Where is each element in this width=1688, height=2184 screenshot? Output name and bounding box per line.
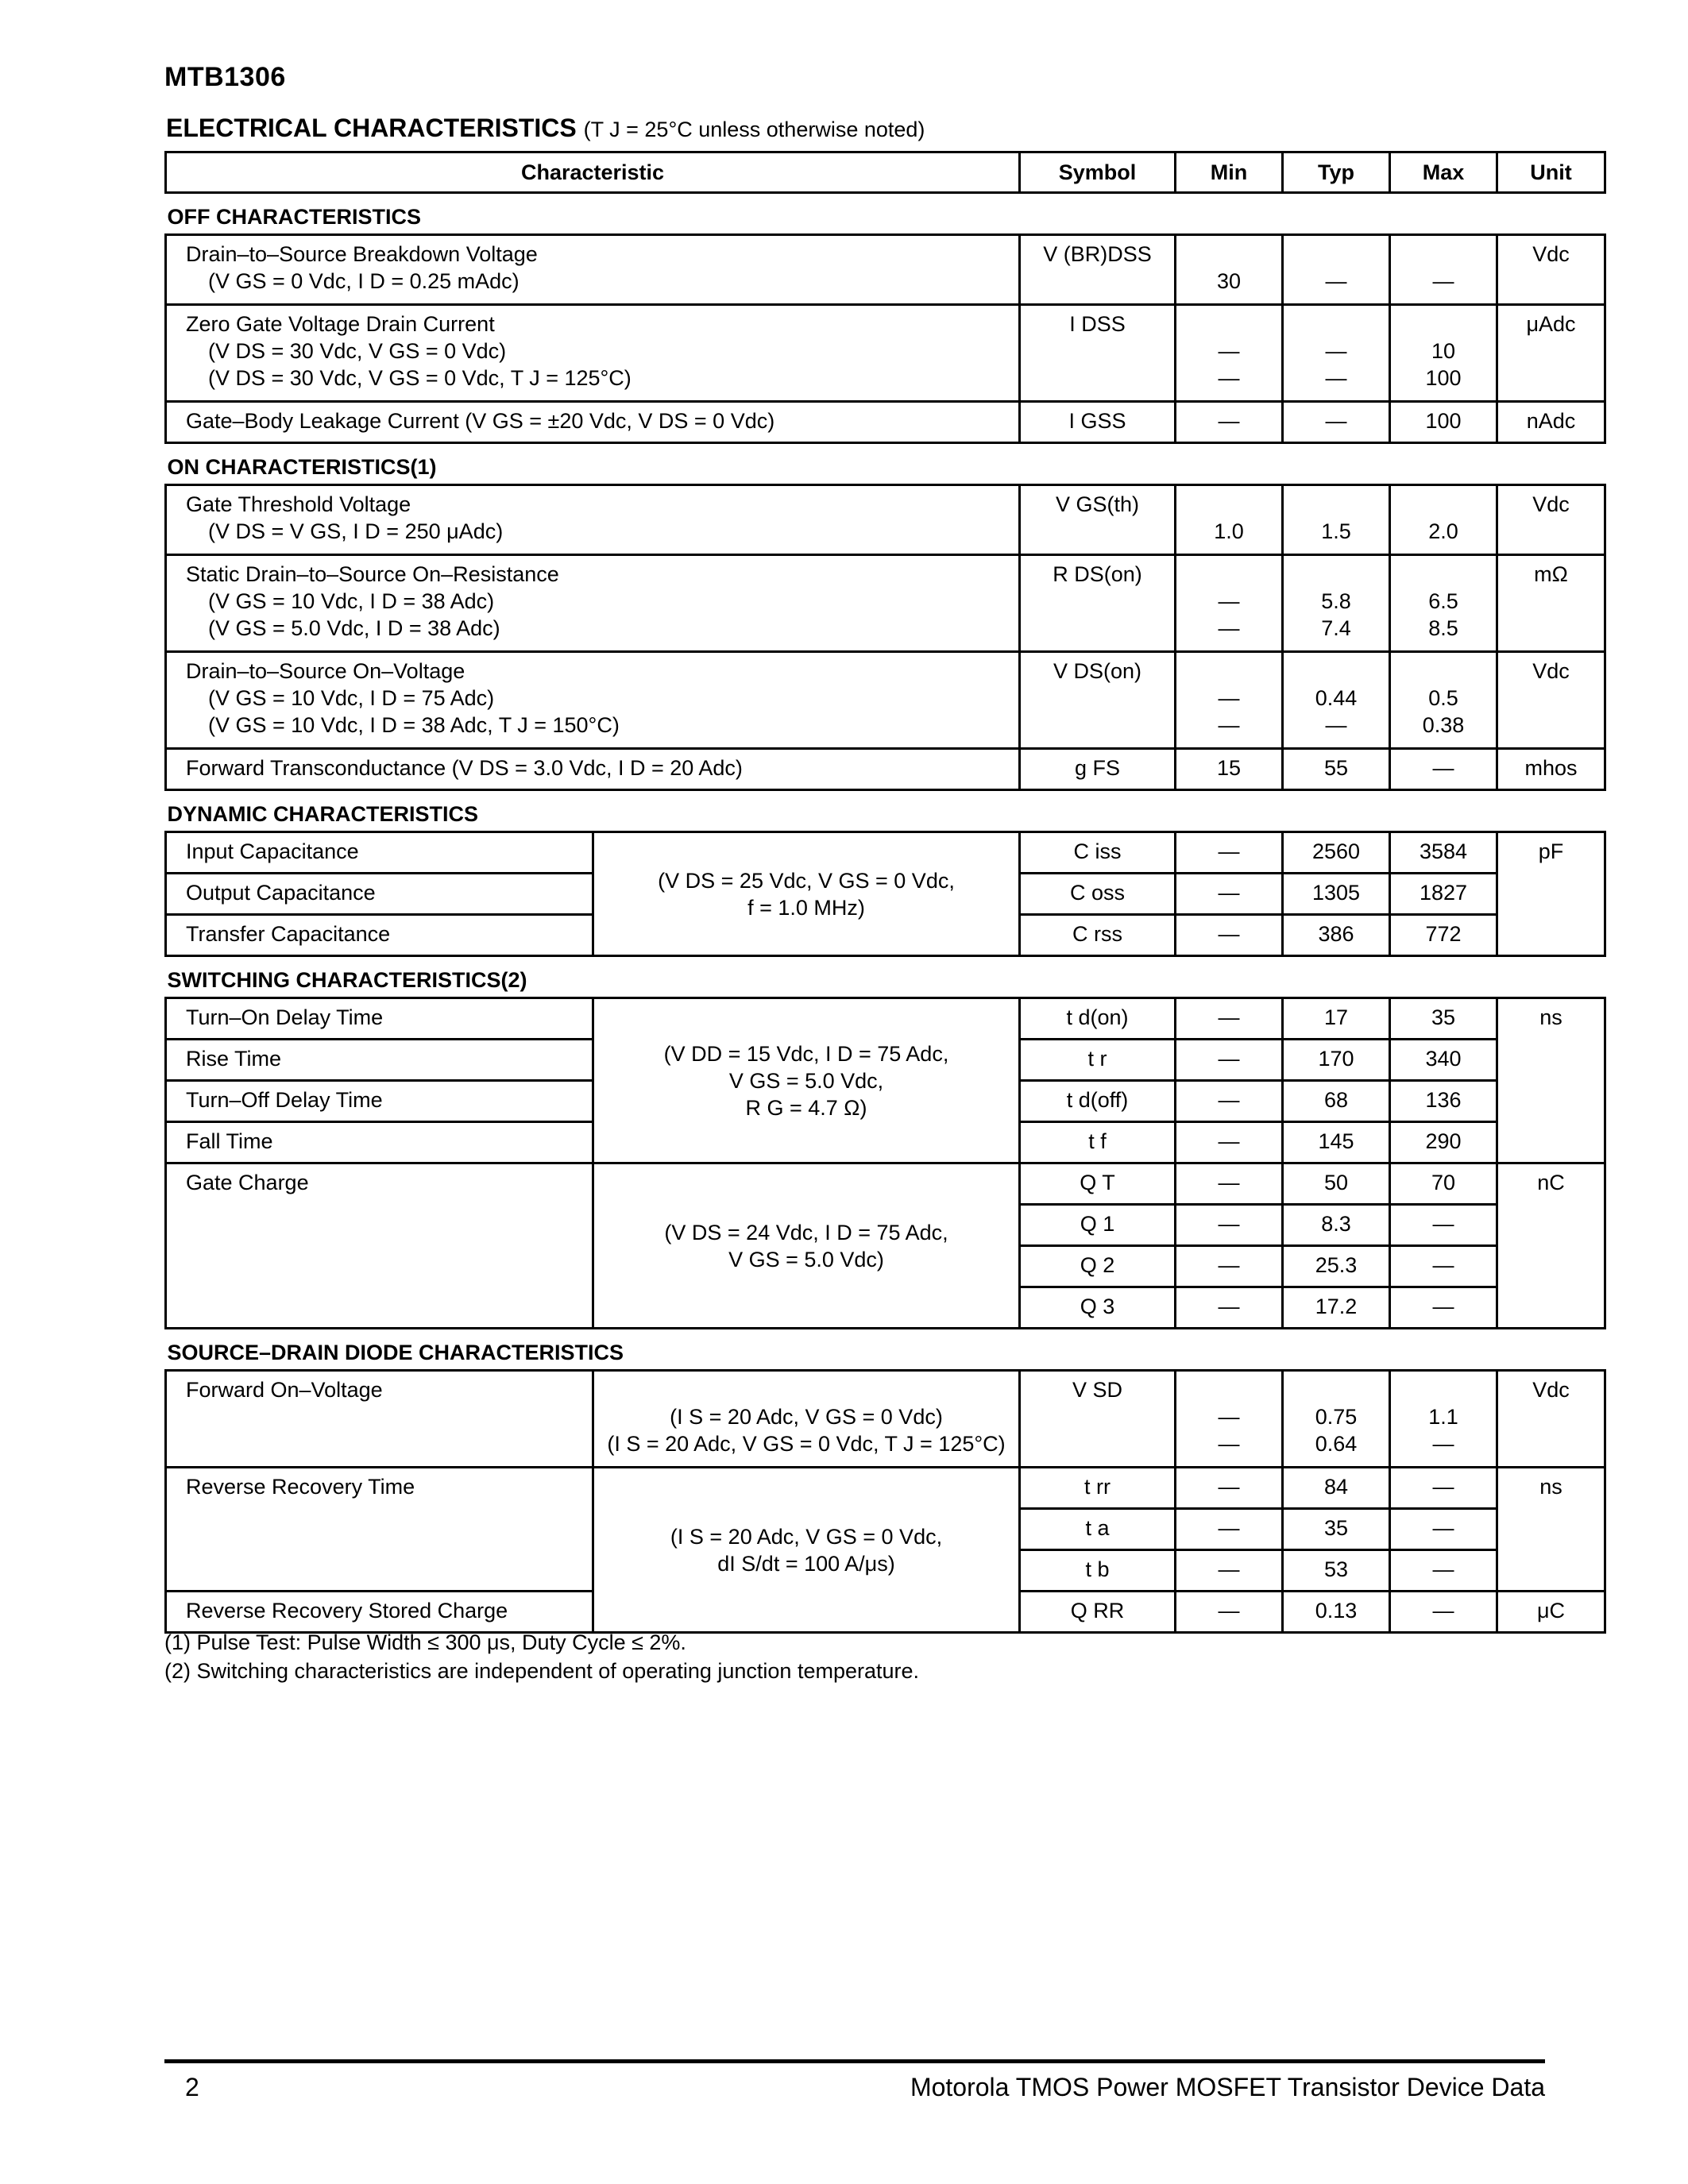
column-header: Symbol <box>1020 152 1176 193</box>
max-cell: — <box>1390 749 1497 790</box>
section-heading: OFF CHARACTERISTICS <box>166 193 1605 235</box>
footer-divider <box>164 2059 1545 2063</box>
characteristic-cell <box>166 652 1020 749</box>
characteristic-condition: (V DS = 30 Vdc, V GS = 0 Vdc, T J = 125°C) <box>208 366 632 390</box>
table-row <box>166 485 1605 555</box>
max-cell: 6.5 8.5 <box>1390 555 1497 652</box>
characteristic-condition: (V DS = 30 Vdc, V GS = 0 Vdc) <box>208 339 507 363</box>
typ-cell: 8.3 <box>1283 1205 1390 1246</box>
symbol-cell: V SD <box>1020 1371 1176 1468</box>
typ-cell: 84 <box>1283 1468 1390 1509</box>
max-cell: 3584 <box>1390 832 1497 874</box>
typ-cell: 1305 <box>1283 874 1390 915</box>
table-row <box>166 749 1605 790</box>
table-row <box>166 652 1605 749</box>
characteristic-name: Drain–to–Source On–Voltage <box>186 659 465 683</box>
test-condition-cell: (V DS = 24 Vdc, I D = 75 Adc, V GS = 5.0 Vdc) <box>593 1163 1020 1329</box>
characteristic-name: Forward On–Voltage <box>166 1371 593 1468</box>
characteristic-name: Turn–On Delay Time <box>166 998 593 1040</box>
symbol-cell: V DS(on) <box>1020 652 1176 749</box>
characteristic-name: Fall Time <box>166 1122 593 1163</box>
typ-cell: 170 <box>1283 1040 1390 1081</box>
typ-cell: 0.75 0.64 <box>1283 1371 1390 1468</box>
characteristic-name: Forward Transconductance (V DS = 3.0 Vdc, I D = 20 Adc) <box>166 749 1020 790</box>
unit-cell: nAdc <box>1497 402 1605 443</box>
max-cell: 340 <box>1390 1040 1497 1081</box>
unit-cell: μC <box>1497 1592 1605 1633</box>
table-row <box>166 235 1605 305</box>
typ-cell: 17 <box>1283 998 1390 1040</box>
table-row <box>166 555 1605 652</box>
test-condition-cell: (I S = 20 Adc, V GS = 0 Vdc) (I S = 20 Adc, V GS = 0 Vdc, T J = 125°C) <box>593 1371 1020 1468</box>
max-cell: 10 100 <box>1390 305 1497 402</box>
typ-cell: 1.5 <box>1283 485 1390 555</box>
min-cell: — <box>1176 832 1283 874</box>
max-cell: — <box>1390 1550 1497 1592</box>
min-cell: 30 <box>1176 235 1283 305</box>
max-cell: 1827 <box>1390 874 1497 915</box>
symbol-cell: I GSS <box>1020 402 1176 443</box>
table-row <box>166 832 1605 874</box>
typ-cell: 55 <box>1283 749 1390 790</box>
unit-cell: ns <box>1497 1468 1605 1592</box>
max-cell: 290 <box>1390 1122 1497 1163</box>
unit-cell: μAdc <box>1497 305 1605 402</box>
typ-cell: — — <box>1283 305 1390 402</box>
unit-cell: mΩ <box>1497 555 1605 652</box>
symbol-cell: Q 2 <box>1020 1246 1176 1287</box>
symbol-cell: I DSS <box>1020 305 1176 402</box>
characteristic-name: Drain–to–Source Breakdown Voltage <box>186 242 538 266</box>
section-heading: SOURCE–DRAIN DIODE CHARACTERISTICS <box>166 1329 1605 1371</box>
unit-cell: nC <box>1497 1163 1605 1329</box>
table-row <box>166 1371 1605 1468</box>
footnote: (2) Switching characteristics are independent of operating junction temperature. <box>164 1659 920 1683</box>
symbol-cell: R DS(on) <box>1020 555 1176 652</box>
min-cell: — — <box>1176 1371 1283 1468</box>
symbol-cell: V GS(th) <box>1020 485 1176 555</box>
min-cell: — <box>1176 998 1283 1040</box>
symbol-cell: C rss <box>1020 915 1176 956</box>
footnote: (1) Pulse Test: Pulse Width ≤ 300 μs, Duty Cycle ≤ 2%. <box>164 1630 686 1654</box>
section-title-text: ELECTRICAL CHARACTERISTICS <box>166 114 577 142</box>
typ-cell: 17.2 <box>1283 1287 1390 1329</box>
max-cell: — <box>1390 1287 1497 1329</box>
max-cell: 136 <box>1390 1081 1497 1122</box>
column-header: Min <box>1176 152 1283 193</box>
unit-cell: Vdc <box>1497 1371 1605 1468</box>
max-cell: — <box>1390 1205 1497 1246</box>
symbol-cell: t f <box>1020 1122 1176 1163</box>
footnotes <box>164 1628 919 1685</box>
typ-cell: 35 <box>1283 1509 1390 1550</box>
min-cell: — <box>1176 1163 1283 1205</box>
characteristic-name: Reverse Recovery Stored Charge <box>166 1592 593 1633</box>
characteristic-name: Output Capacitance <box>166 874 593 915</box>
max-cell: — <box>1390 235 1497 305</box>
max-cell: — <box>1390 1509 1497 1550</box>
symbol-cell: t d(off) <box>1020 1081 1176 1122</box>
characteristic-condition: (V GS = 10 Vdc, I D = 38 Adc, T J = 150°C) <box>208 713 620 737</box>
symbol-cell: t r <box>1020 1040 1176 1081</box>
typ-cell: — <box>1283 235 1390 305</box>
test-condition-cell: (V DD = 15 Vdc, I D = 75 Adc, V GS = 5.0 Vdc, R G = 4.7 Ω) <box>593 998 1020 1163</box>
characteristic-name: Transfer Capacitance <box>166 915 593 956</box>
characteristic-cell <box>166 235 1020 305</box>
min-cell: — — <box>1176 305 1283 402</box>
min-cell: — <box>1176 1592 1283 1633</box>
characteristic-condition: (V GS = 10 Vdc, I D = 38 Adc) <box>208 589 495 613</box>
column-header: Characteristic <box>166 152 1020 193</box>
symbol-cell: t b <box>1020 1550 1176 1592</box>
min-cell: — <box>1176 1550 1283 1592</box>
max-cell: 772 <box>1390 915 1497 956</box>
characteristic-name: Gate Charge <box>166 1163 593 1329</box>
unit-cell: Vdc <box>1497 485 1605 555</box>
section-heading: DYNAMIC CHARACTERISTICS <box>166 790 1605 832</box>
typ-cell: 2560 <box>1283 832 1390 874</box>
min-cell: — <box>1176 1122 1283 1163</box>
footer-title: Motorola TMOS Power MOSFET Transistor Device Data <box>910 2073 1545 2101</box>
min-cell: — <box>1176 1287 1283 1329</box>
symbol-cell: Q 1 <box>1020 1205 1176 1246</box>
typ-cell: 145 <box>1283 1122 1390 1163</box>
symbol-cell: V (BR)DSS <box>1020 235 1176 305</box>
min-cell: 15 <box>1176 749 1283 790</box>
typ-cell: 53 <box>1283 1550 1390 1592</box>
typ-cell: 25.3 <box>1283 1246 1390 1287</box>
characteristic-name: Gate–Body Leakage Current (V GS = ±20 Vdc, V DS = 0 Vdc) <box>166 402 1020 443</box>
column-header: Max <box>1390 152 1497 193</box>
section-title-note: (T J = 25°C unless otherwise noted) <box>583 118 925 141</box>
characteristic-name: Zero Gate Voltage Drain Current <box>186 312 495 336</box>
table-row <box>166 305 1605 402</box>
min-cell: — <box>1176 874 1283 915</box>
page-number: 2 <box>185 2073 199 2101</box>
characteristic-name: Static Drain–to–Source On–Resistance <box>186 562 559 586</box>
symbol-cell: t d(on) <box>1020 998 1176 1040</box>
max-cell: 2.0 <box>1390 485 1497 555</box>
test-condition-cell: (I S = 20 Adc, V GS = 0 Vdc, dI S/dt = 100 A/μs) <box>593 1468 1020 1633</box>
min-cell: — <box>1176 1040 1283 1081</box>
min-cell: — <box>1176 402 1283 443</box>
min-cell: 1.0 <box>1176 485 1283 555</box>
section-title <box>166 114 925 143</box>
table-row <box>166 998 1605 1040</box>
unit-cell: pF <box>1497 832 1605 956</box>
symbol-cell: Q RR <box>1020 1592 1176 1633</box>
min-cell: — <box>1176 1081 1283 1122</box>
typ-cell: 386 <box>1283 915 1390 956</box>
characteristic-name: Turn–Off Delay Time <box>166 1081 593 1122</box>
table-row <box>166 1468 1605 1509</box>
characteristic-name: Rise Time <box>166 1040 593 1081</box>
part-number: MTB1306 <box>164 62 286 92</box>
typ-cell: 5.8 7.4 <box>1283 555 1390 652</box>
symbol-cell: Q 3 <box>1020 1287 1176 1329</box>
characteristic-name: Input Capacitance <box>166 832 593 874</box>
characteristic-cell <box>166 555 1020 652</box>
min-cell: — <box>1176 915 1283 956</box>
typ-cell: 50 <box>1283 1163 1390 1205</box>
characteristic-condition: (V GS = 5.0 Vdc, I D = 38 Adc) <box>208 616 500 640</box>
typ-cell: 0.13 <box>1283 1592 1390 1633</box>
max-cell: — <box>1390 1468 1497 1509</box>
symbol-cell: C iss <box>1020 832 1176 874</box>
max-cell: 100 <box>1390 402 1497 443</box>
min-cell: — — <box>1176 555 1283 652</box>
table-header-row <box>166 152 1605 193</box>
column-header: Unit <box>1497 152 1605 193</box>
test-condition-cell: (V DS = 25 Vdc, V GS = 0 Vdc, f = 1.0 MHz) <box>593 832 1020 956</box>
symbol-cell: Q T <box>1020 1163 1176 1205</box>
max-cell: 1.1 — <box>1390 1371 1497 1468</box>
typ-cell: — <box>1283 402 1390 443</box>
max-cell: 0.5 0.38 <box>1390 652 1497 749</box>
min-cell: — <box>1176 1509 1283 1550</box>
characteristic-cell <box>166 305 1020 402</box>
characteristic-name: Reverse Recovery Time <box>166 1468 593 1592</box>
column-header: Typ <box>1283 152 1390 193</box>
characteristic-name: Gate Threshold Voltage <box>186 492 411 516</box>
symbol-cell: C oss <box>1020 874 1176 915</box>
min-cell: — <box>1176 1205 1283 1246</box>
characteristic-cell <box>166 485 1020 555</box>
characteristic-condition: (V DS = V GS, I D = 250 μAdc) <box>208 519 504 543</box>
symbol-cell: g FS <box>1020 749 1176 790</box>
table-row <box>166 402 1605 443</box>
characteristic-condition: (V GS = 10 Vdc, I D = 75 Adc) <box>208 686 495 710</box>
table-row <box>166 1163 1605 1205</box>
typ-cell: 68 <box>1283 1081 1390 1122</box>
max-cell: — <box>1390 1246 1497 1287</box>
unit-cell: ns <box>1497 998 1605 1163</box>
unit-cell: mhos <box>1497 749 1605 790</box>
section-heading: SWITCHING CHARACTERISTICS(2) <box>166 956 1605 998</box>
characteristic-condition: (V GS = 0 Vdc, I D = 0.25 mAdc) <box>208 269 520 293</box>
max-cell: 35 <box>1390 998 1497 1040</box>
symbol-cell: t rr <box>1020 1468 1176 1509</box>
min-cell: — <box>1176 1246 1283 1287</box>
typ-cell: 0.44 — <box>1283 652 1390 749</box>
symbol-cell: t a <box>1020 1509 1176 1550</box>
max-cell: 70 <box>1390 1163 1497 1205</box>
min-cell: — <box>1176 1468 1283 1509</box>
max-cell: — <box>1390 1592 1497 1633</box>
section-heading: ON CHARACTERISTICS(1) <box>166 443 1605 485</box>
unit-cell: Vdc <box>1497 652 1605 749</box>
unit-cell: Vdc <box>1497 235 1605 305</box>
electrical-characteristics-table <box>164 151 1606 1634</box>
min-cell: — — <box>1176 652 1283 749</box>
